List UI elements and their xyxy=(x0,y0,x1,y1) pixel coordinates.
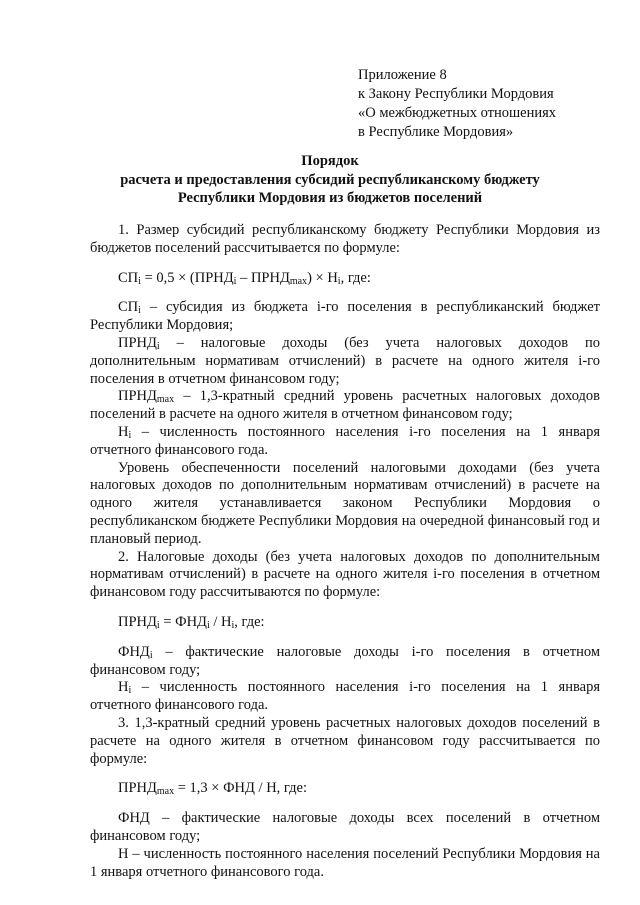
formula-text: ПРНД xyxy=(118,780,157,797)
appendix-line: Приложение 8 xyxy=(358,67,447,83)
appendix-header xyxy=(358,66,556,142)
paragraph: 2. Налоговые доходы (без учета налоговых доходов по дополнительным нормативам отчислений) в расчете на одного жителя i-го поселения в отчетном финансовом году рассчитываются по формуле: xyxy=(90,548,600,601)
formula-text: , где: xyxy=(340,269,371,286)
definition-symbol: ПРНД xyxy=(118,334,157,351)
formula-text: ПРНД xyxy=(118,613,157,630)
definition-subscript: i xyxy=(149,649,153,661)
definition: Н – численность постоянного населения поселений Республики Мордовия на 1 января отчетного финансового года. xyxy=(90,845,600,880)
paragraph: Уровень обеспеченности поселений налоговыми доходами (без учета налоговых доходов по дополнительным нормативам отчислений) в расчете на одного жителя устанавливается законом Республики Мордовия о республиканском бюджете Республики Мордовия на очередной финансовый год и плановый период. xyxy=(90,459,600,547)
formula-text: = ФНД xyxy=(159,613,207,630)
formula-text: – ПРНД xyxy=(236,269,290,286)
definition: ФНД – фактические налоговые доходы всех поселений в отчетном финансовом году; xyxy=(90,810,600,844)
definition-symbol: СП xyxy=(118,299,139,316)
definition-text: – фактические налоговые доходы i-го поселения в отчетном финансовом году; xyxy=(90,643,600,678)
appendix-line: в Республике Мордовия» xyxy=(358,124,514,140)
formula-text: = 0,5 × (ПРНД xyxy=(140,269,234,286)
formula-text: , где: xyxy=(234,613,265,630)
definition xyxy=(90,388,600,424)
definition xyxy=(90,644,600,680)
formula xyxy=(118,614,600,632)
definition-symbol: ПРНД xyxy=(118,388,157,405)
definition-subscript: i xyxy=(128,429,132,441)
formula xyxy=(118,780,600,798)
formula-subscript: i xyxy=(231,619,235,631)
title-line: Порядок xyxy=(301,153,359,169)
definition xyxy=(90,424,600,460)
formula-subscript: i xyxy=(138,275,141,287)
formula-subscript: max xyxy=(289,275,308,287)
definition xyxy=(90,299,600,335)
definition-text: – субсидия из бюджета i-го поселения в республиканский бюджет Республики Мордовия; xyxy=(90,299,600,334)
definition-symbol: Н xyxy=(118,423,129,440)
definition xyxy=(90,679,600,715)
formula-subscript: i xyxy=(233,275,237,287)
formula-text: = 1,3 × ФНД / Н, где: xyxy=(174,780,307,797)
title-line: Республики Мордовия из бюджетов поселений xyxy=(177,190,483,206)
appendix-line: к Закону Республики Мордовия xyxy=(358,86,554,102)
formula-subscript: max xyxy=(156,786,175,798)
definition xyxy=(90,335,600,388)
formula xyxy=(118,270,600,288)
formula-subscript: i xyxy=(337,275,341,287)
formula-text: ) × Н xyxy=(307,269,338,286)
appendix-line: «О межбюджетных отношениях xyxy=(358,105,557,121)
title-line: расчета и предоставления субсидий республиканскому бюджету xyxy=(120,171,540,188)
document-body xyxy=(90,222,600,881)
definition-subscript: i xyxy=(138,305,141,317)
formula-subscript: i xyxy=(156,619,160,631)
definition-symbol: ФНД xyxy=(118,643,150,660)
document-title xyxy=(60,152,600,208)
definition-subscript: i xyxy=(128,685,132,697)
definition-symbol: Н xyxy=(118,679,129,696)
definition-text: – численность постоянного населения i-го поселения на 1 января отчетного финансового года. xyxy=(90,423,600,458)
formula-subscript: i xyxy=(206,619,210,631)
paragraph: 3. 1,3-кратный средний уровень расчетных налоговых доходов поселений в расчете на одного жителя в отчетном финансовом году рассчитывается по формуле: xyxy=(90,714,600,767)
definition-text: – 1,3-кратный средний уровень расчетных налоговых доходов поселений в расчете на одного жителя в отчетном финансовом году; xyxy=(90,388,600,423)
definition-subscript: max xyxy=(156,394,175,406)
definition-subscript: i xyxy=(156,340,160,352)
formula-text: СП xyxy=(118,269,139,286)
definition-text: – численность постоянного населения i-го поселения на 1 января отчетного финансового года. xyxy=(90,679,600,714)
paragraph: 1. Размер субсидий республиканскому бюджету Республики Мордовия из бюджетов поселений рассчитывается по формуле: xyxy=(90,222,600,256)
formula-text: / Н xyxy=(209,613,232,630)
definition-text: – налоговые доходы (без учета налоговых доходов по дополнительным нормативам отчислений) в расчете на одного жителя i-го поселения в отчетном финансовом году; xyxy=(90,334,600,387)
